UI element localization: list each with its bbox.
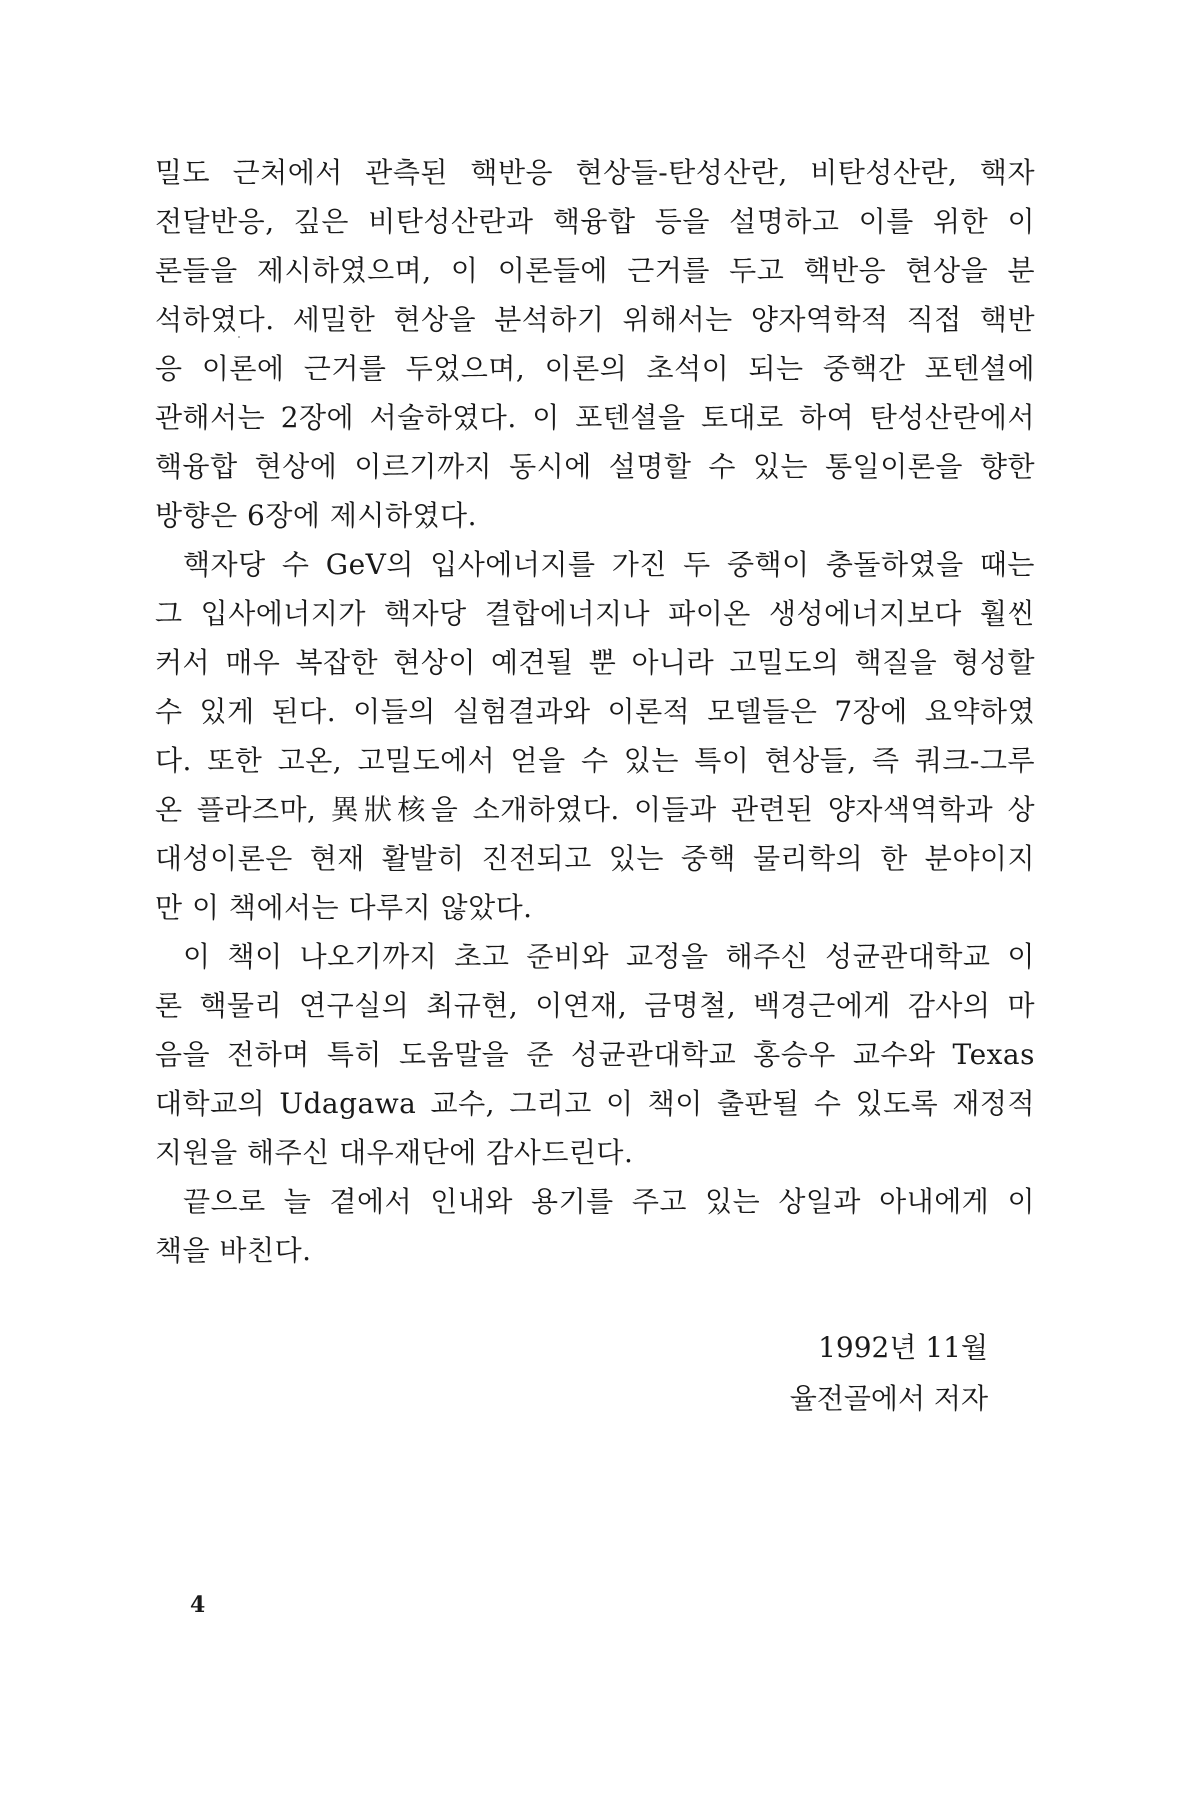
body-text <box>155 148 1035 1275</box>
page-number: 4 <box>190 1592 206 1618</box>
text-line: 론 핵물리 연구실의 최규현, 이연재, 금명철, 백경근에게 감사의 마 <box>155 989 1035 1022</box>
text-line: 온 플라즈마, 異狀核을 소개하였다. 이들과 관련된 양자색역학과 상 <box>155 793 1035 826</box>
text-line: 핵자당 수 GeV의 입사에너지를 가진 두 중핵이 충돌하였을 때는 <box>183 548 1035 581</box>
text-line: 방향은 6장에 제시하였다. <box>155 499 477 532</box>
text-line: 전달반응, 깊은 비탄성산란과 핵융합 등을 설명하고 이를 위한 이 <box>155 205 1035 238</box>
text-line: 론들을 제시하였으며, 이 이론들에 근거를 두고 핵반응 현상을 분 <box>155 254 1035 287</box>
text-line: 응 이론에 근거를 두었으며, 이론의 초석이 되는 중핵간 포텐셜에 <box>155 352 1035 385</box>
text-line: 석하였다. 세밀한 현상을 분석하기 위해서는 양자역학적 직접 핵반 <box>155 303 1035 336</box>
text-line: 핵융합 현상에 이르기까지 동시에 설명할 수 있는 통일이론을 향한 <box>155 450 1035 483</box>
signature-date: 1992년 11월 <box>818 1331 988 1364</box>
text-line: 지원을 해주신 대우재단에 감사드린다. <box>155 1136 634 1169</box>
text-line: 그 입사에너지가 핵자당 결합에너지나 파이온 생성에너지보다 훨씬 <box>155 597 1035 630</box>
text-line: 대성이론은 현재 활발히 진전되고 있는 중핵 물리학의 한 분야이지 <box>155 842 1035 875</box>
signature-author: 율전골에서 저자 <box>789 1382 988 1415</box>
text-line: 음을 전하며 특히 도움말을 준 성균관대학교 홍승우 교수와 Texas <box>155 1038 1035 1071</box>
text-line: 만 이 책에서는 다루지 않았다. <box>155 891 533 924</box>
text-line: 다. 또한 고온, 고밀도에서 얻을 수 있는 특이 현상들, 즉 쿼크-그루 <box>155 744 1035 777</box>
text-line: 이 책이 나오기까지 초고 준비와 교정을 해주신 성균관대학교 이 <box>183 940 1035 973</box>
text-line: 수 있게 된다. 이들의 실험결과와 이론적 모델들은 7장에 요약하였 <box>155 695 1035 728</box>
text-line: 관해서는 2장에 서술하였다. 이 포텐셜을 토대로 하여 탄성산란에서 <box>155 401 1035 434</box>
text-line: 끝으로 늘 곁에서 인내와 용기를 주고 있는 상일과 아내에게 이 <box>183 1185 1035 1218</box>
text-line: 밀도 근처에서 관측된 핵반응 현상들-탄성산란, 비탄성산란, 핵자 <box>155 156 1035 189</box>
text-line: 대학교의 Udagawa 교수, 그리고 이 책이 출판될 수 있도록 재정적 <box>155 1087 1035 1120</box>
text-line: 책을 바친다. <box>155 1234 312 1267</box>
signature-block <box>790 1322 988 1424</box>
text-line: 커서 매우 복잡한 현상이 예견될 뿐 아니라 고밀도의 핵질을 형성할 <box>155 646 1035 679</box>
